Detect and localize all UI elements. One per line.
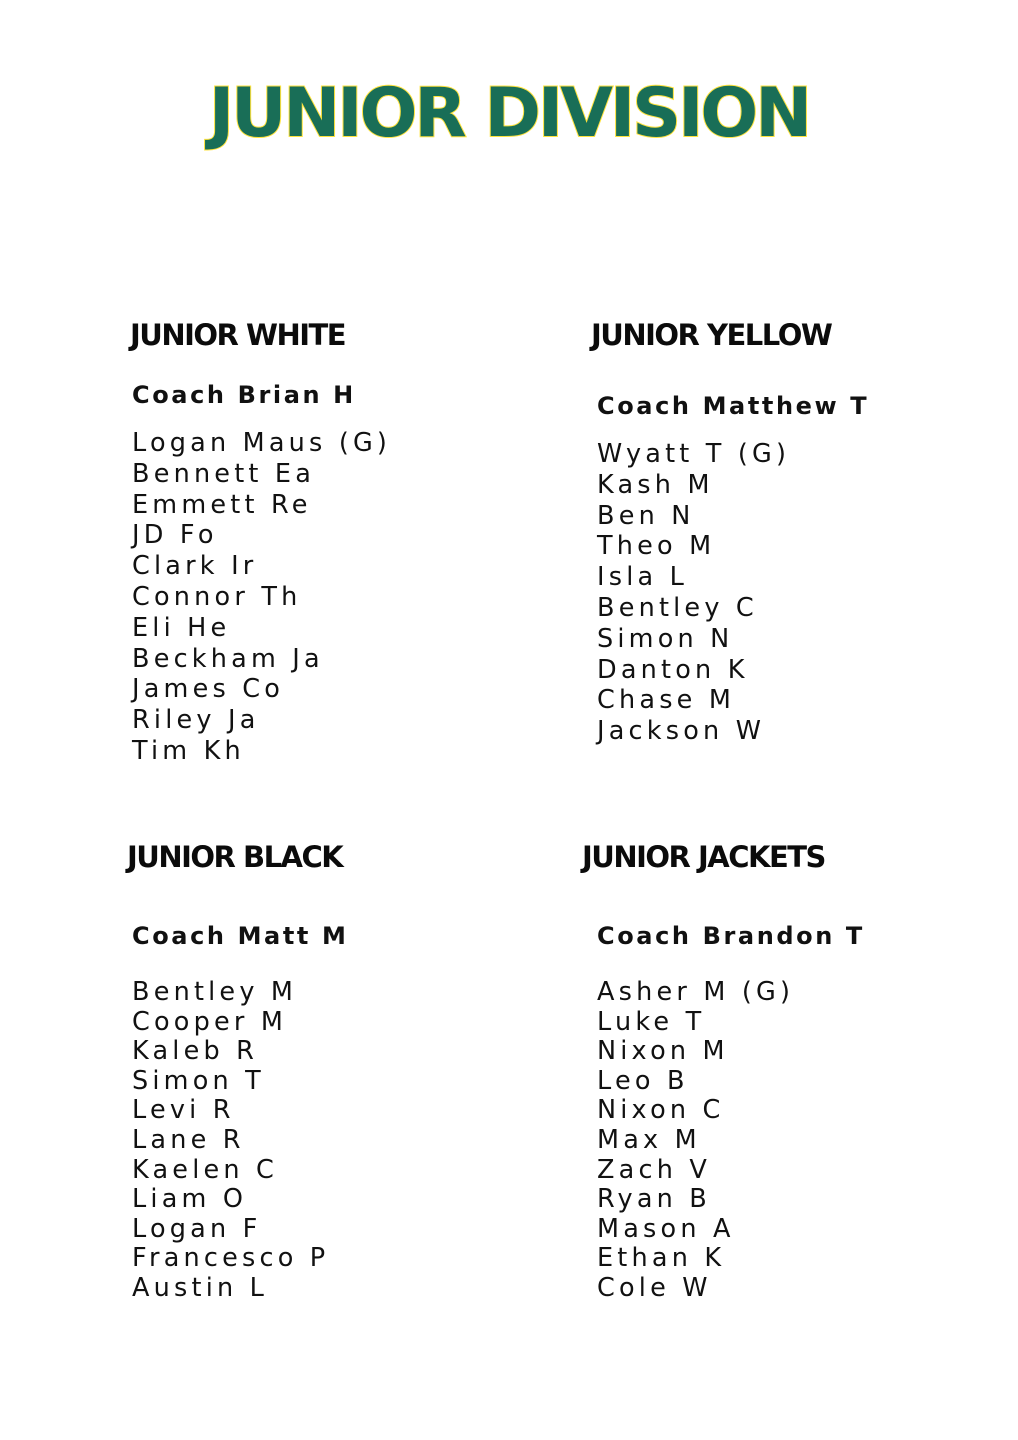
player-name: Ryan B <box>597 1184 712 1215</box>
player-name: Nixon M <box>597 1036 729 1067</box>
player-name: Lane R <box>132 1124 245 1155</box>
player-name: Francesco P <box>132 1243 330 1274</box>
player-name: Luke T <box>597 1006 706 1037</box>
coach-name: Coach Matthew T <box>597 392 870 420</box>
player-name: Austin L <box>132 1272 269 1303</box>
player-name: Cooper M <box>132 1006 288 1037</box>
player-name: Logan F <box>132 1213 262 1244</box>
coach-name: Coach Brandon T <box>597 922 865 950</box>
coach-name: Coach Matt M <box>132 922 349 950</box>
player-list <box>132 428 391 767</box>
player-list <box>597 439 790 747</box>
team-name: JUNIOR WHITE <box>130 318 346 352</box>
player-name: Zach V <box>597 1154 712 1185</box>
player-name: Leo B <box>597 1065 689 1096</box>
player-name: Bennett Ea <box>132 458 316 489</box>
player-name: Tim Kh <box>132 735 245 766</box>
player-name: Cole W <box>597 1272 712 1303</box>
player-name: Jackson W <box>597 716 766 747</box>
player-name: Ben N <box>597 500 695 531</box>
player-name: Isla L <box>597 562 689 593</box>
player-name: Nixon C <box>597 1095 725 1126</box>
player-name: Liam O <box>132 1184 248 1215</box>
player-name: Mason A <box>597 1213 735 1244</box>
player-name: Simon N <box>597 623 734 654</box>
player-name: James Co <box>132 674 285 705</box>
team-name: JUNIOR YELLOW <box>591 318 832 352</box>
player-name: Bentley C <box>597 592 758 623</box>
player-name: Asher M (G) <box>597 977 795 1007</box>
player-name: Connor Th <box>132 581 302 612</box>
player-name: Wyatt T (G) <box>597 439 791 469</box>
coach-name: Coach Brian H <box>132 381 356 409</box>
player-name: Danton K <box>597 654 749 685</box>
player-name: Riley Ja <box>132 705 260 736</box>
player-name: Clark Ir <box>132 551 258 582</box>
player-name: Max M <box>597 1124 701 1155</box>
player-list <box>597 978 794 1304</box>
player-name: Kaleb R <box>132 1036 259 1067</box>
player-name: Eli He <box>132 612 231 643</box>
player-name: Ethan K <box>597 1243 726 1274</box>
player-list <box>132 978 329 1304</box>
player-name: Kaelen C <box>132 1154 279 1185</box>
player-name: JD Fo <box>132 520 218 551</box>
player-name: Bentley M <box>132 977 298 1007</box>
player-name: Simon T <box>132 1065 265 1096</box>
player-name: Theo M <box>597 531 716 562</box>
player-name: Logan Maus (G) <box>132 428 392 458</box>
team-name: JUNIOR BLACK <box>127 840 343 874</box>
player-name: Beckham Ja <box>132 643 324 674</box>
player-name: Emmett Re <box>132 489 312 520</box>
page-title: JUNIOR DIVISION <box>208 74 810 153</box>
player-name: Kash M <box>597 469 714 500</box>
player-name: Levi R <box>132 1095 235 1126</box>
team-name: JUNIOR JACKETS <box>582 840 825 874</box>
player-name: Chase M <box>597 685 736 716</box>
